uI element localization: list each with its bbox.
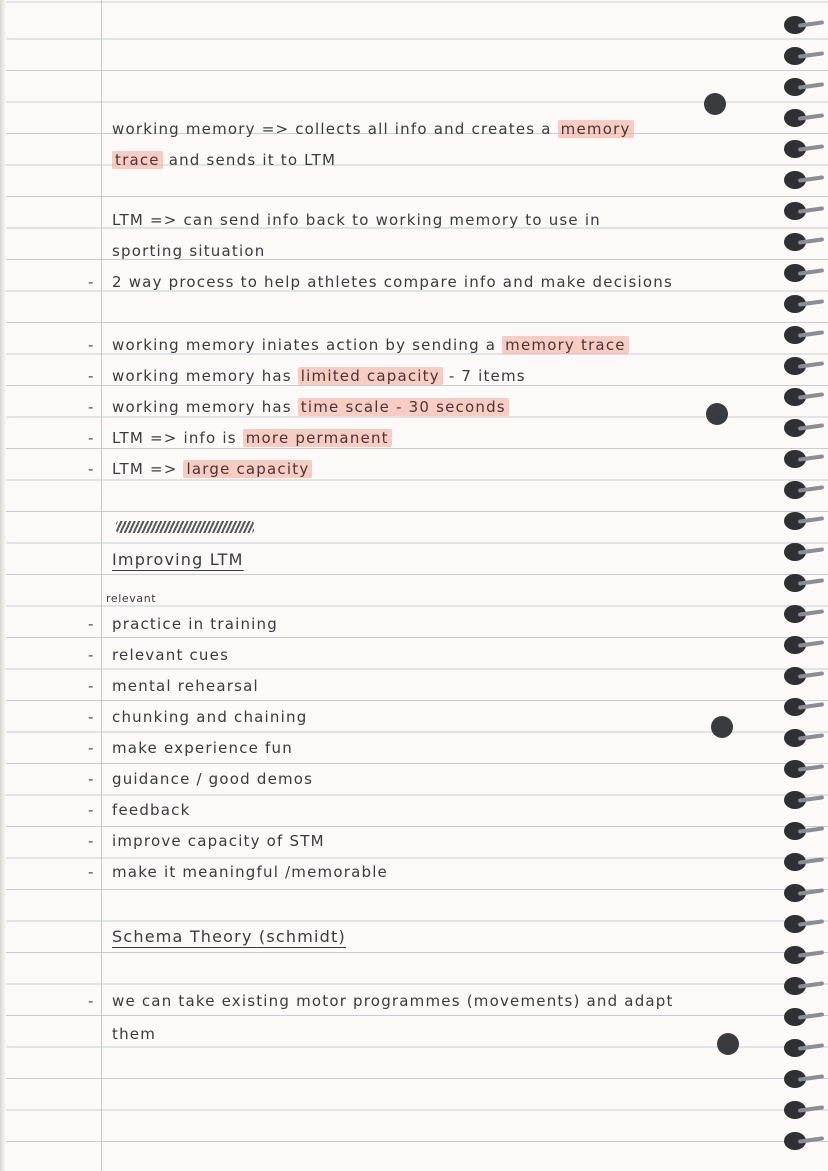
spiral-ring: [784, 16, 824, 34]
spiral-ring: [784, 729, 824, 747]
spiral-ring: [784, 388, 824, 406]
section-heading: Schema Theory (schmidt): [112, 927, 346, 946]
spiral-ring: [784, 791, 824, 809]
note-line: [112, 120, 634, 138]
highlight: limited capacity: [298, 367, 443, 385]
spiral-ring: [784, 481, 824, 499]
bullet-dash: -: [88, 739, 94, 757]
note-line: them: [112, 1025, 157, 1043]
note-line: [112, 336, 629, 354]
margin-note: relevant: [106, 592, 157, 605]
bullet-dash: -: [88, 367, 94, 385]
page-edge: [0, 0, 6, 1171]
spiral-ring: [784, 977, 824, 995]
spiral-ring: [784, 915, 824, 933]
bullet-dash: -: [88, 273, 94, 291]
spiral-ring: [784, 78, 824, 96]
spiral-ring: [784, 326, 824, 344]
note-text: - 7 items: [448, 367, 526, 385]
spiral-ring: [784, 109, 824, 127]
note-text: LTM => info is: [112, 429, 237, 447]
bullet-dash: -: [88, 992, 94, 1010]
list-item: make experience fun: [112, 739, 293, 757]
list-item: chunking and chaining: [112, 708, 308, 726]
bullet-dash: -: [88, 832, 94, 850]
note-line: [112, 460, 312, 478]
bullet-dash: -: [88, 646, 94, 664]
highlight: time scale - 30 seconds: [298, 398, 509, 416]
spiral-ring: [784, 946, 824, 964]
margin-line: [101, 0, 102, 1171]
spiral-ring: [784, 543, 824, 561]
note-text: working memory => collects all info and creates a: [112, 120, 552, 138]
list-item: practice in training: [112, 615, 278, 633]
scribbled-out-text: [116, 521, 254, 533]
spiral-ring: [784, 1039, 824, 1057]
note-line: [112, 398, 509, 416]
spiral-ring: [784, 884, 824, 902]
bullet-dash: -: [88, 615, 94, 633]
highlight: memory: [558, 120, 634, 138]
list-item: feedback: [112, 801, 191, 819]
spiral-ring: [784, 1070, 824, 1088]
spiral-ring: [784, 1132, 824, 1150]
highlight: more permanent: [243, 429, 392, 447]
note-text: working memory has: [112, 398, 292, 416]
spiral-ring: [784, 171, 824, 189]
section-heading: Improving LTM: [112, 550, 244, 569]
bullet-dash: -: [88, 863, 94, 881]
spiral-ring: [784, 450, 824, 468]
list-item: improve capacity of STM: [112, 832, 325, 850]
note-line: [112, 429, 392, 447]
list-item: relevant cues: [112, 646, 230, 664]
note-line: sporting situation: [112, 242, 266, 260]
spiral-ring: [784, 140, 824, 158]
spiral-ring: [784, 853, 824, 871]
note-text: working memory has: [112, 367, 292, 385]
highlight: memory trace: [502, 336, 629, 354]
spiral-ring: [784, 605, 824, 623]
highlight: large capacity: [183, 460, 312, 478]
spiral-ring: [784, 202, 824, 220]
bullet-dash: -: [88, 336, 94, 354]
spiral-ring: [784, 636, 824, 654]
spiral-ring: [784, 1008, 824, 1026]
note-line: we can take existing motor programmes (movements) and adapt: [112, 992, 674, 1010]
spiral-ring: [784, 233, 824, 251]
spiral-ring: [784, 1101, 824, 1119]
note-line: LTM => can send info back to working memory to use in: [112, 211, 601, 229]
spiral-ring: [784, 47, 824, 65]
spiral-ring: [784, 264, 824, 282]
spiral-ring: [784, 419, 824, 437]
punch-hole: [711, 716, 733, 738]
list-item: make it meaningful /memorable: [112, 863, 388, 881]
highlight: trace: [112, 151, 163, 169]
bullet-dash: -: [88, 429, 94, 447]
bullet-dash: -: [88, 801, 94, 819]
punch-hole: [706, 403, 728, 425]
spiral-ring: [784, 574, 824, 592]
spiral-ring: [784, 760, 824, 778]
spiral-ring: [784, 698, 824, 716]
bullet-dash: -: [88, 770, 94, 788]
punch-hole: [704, 93, 726, 115]
spiral-binding: [780, 0, 828, 1171]
note-line: [112, 151, 336, 169]
punch-hole: [717, 1033, 739, 1055]
bullet-dash: -: [88, 677, 94, 695]
list-item: guidance / good demos: [112, 770, 314, 788]
bullet-dash: -: [88, 398, 94, 416]
note-line: 2 way process to help athletes compare info and make decisions: [112, 273, 673, 291]
spiral-ring: [784, 822, 824, 840]
note-line: [112, 367, 526, 385]
spiral-ring: [784, 357, 824, 375]
bullet-dash: -: [88, 460, 94, 478]
spiral-ring: [784, 512, 824, 530]
list-item: mental rehearsal: [112, 677, 259, 695]
note-text: working memory iniates action by sending a: [112, 336, 497, 354]
spiral-ring: [784, 667, 824, 685]
note-text: LTM =>: [112, 460, 178, 478]
bullet-dash: -: [88, 708, 94, 726]
note-text: and sends it to LTM: [168, 151, 337, 169]
spiral-ring: [784, 295, 824, 313]
